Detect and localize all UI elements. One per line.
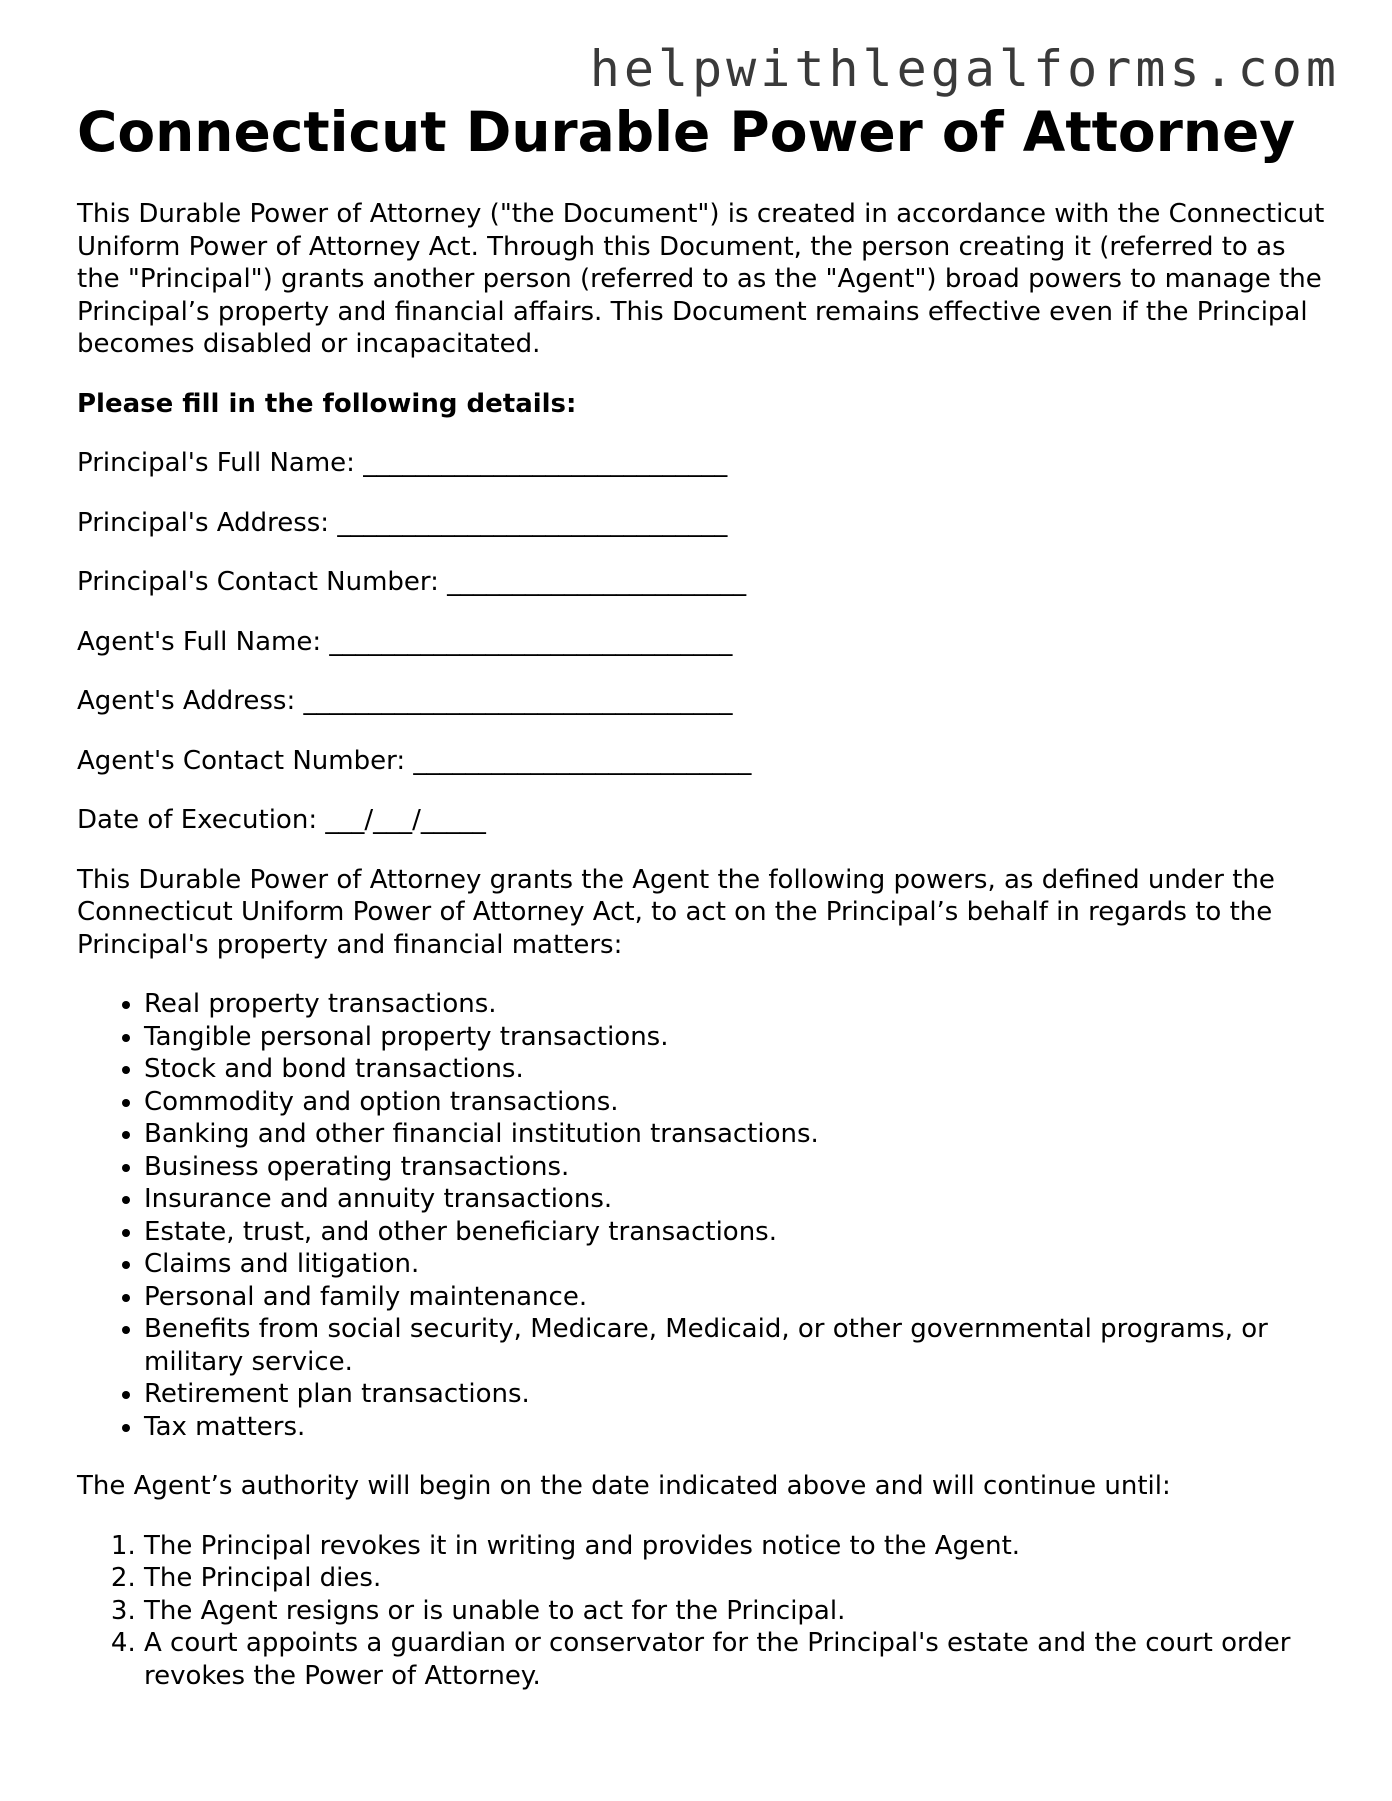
power-item: • Benefits from social security, Medicare, Medicaid, or other governmental programs, or military service. [144, 1313, 1327, 1378]
intro-paragraph: This Durable Power of Attorney ("the Document") is created in accordance with the Connecticut Uniform Power of Attorney Act. Through this Document, the person creating it (referred to as the "Principal") grants another person (referred to as the "Agent") broad powers to manage the Principal’s property and financial affairs. This Document remains effective even if the Principal becomes disabled or incapacitated. [77, 199, 1325, 359]
power-item: • Insurance and annuity transactions. [144, 1183, 1327, 1216]
termination-item: 3. The Agent resigns or is unable to act for the Principal. [144, 1595, 1327, 1628]
power-item: • Claims and litigation. [144, 1248, 1327, 1281]
termination-item: 4. A court appoints a guardian or conservator for the Principal's estate and the court order revokes the Power of Attorney. [144, 1627, 1327, 1692]
agent-name-field[interactable]: Agent's Full Name: _______________________________ [77, 626, 733, 657]
power-item: • Estate, trust, and other beneficiary transactions. [144, 1216, 1327, 1249]
document-title: Connecticut Durable Power of Attorney [77, 100, 1296, 164]
termination-item: 1. The Principal revokes it in writing and provides notice to the Agent. [144, 1530, 1327, 1563]
power-item: • Personal and family maintenance. [144, 1281, 1327, 1314]
date-of-execution-field[interactable]: Date of Execution: ___/___/_____ [77, 805, 486, 835]
power-item: • Banking and other financial institution transactions. [144, 1118, 1327, 1151]
termination-item: 2. The Principal dies. [144, 1562, 1327, 1595]
principal-contact-field[interactable]: Principal's Contact Number: _______________________ [77, 567, 747, 597]
power-item: • Business operating transactions. [144, 1151, 1327, 1184]
power-item: • Commodity and option transactions. [144, 1086, 1327, 1119]
powers-list [77, 988, 1327, 1443]
power-item: • Tangible personal property transactions. [144, 1021, 1327, 1054]
power-item: • Retirement plan transactions. [144, 1378, 1327, 1411]
power-item: • Stock and bond transactions. [144, 1053, 1327, 1086]
fill-in-heading: Please fill in the following details: [77, 388, 577, 419]
principal-address-field[interactable]: Principal's Address: ______________________________ [77, 507, 728, 538]
powers-intro-paragraph: This Durable Power of Attorney grants the Agent the following powers, as defined under the Connecticut Uniform Power of Attorney Act, to act on the Principal’s behalf in regards to the Principal's property and financial matters: [77, 864, 1275, 960]
site-watermark: helpwithlegalforms.com [589, 40, 1340, 98]
principal-name-field[interactable]: Principal's Full Name: ____________________________ [77, 448, 728, 478]
agent-address-field[interactable]: Agent's Address: _________________________________ [77, 686, 733, 716]
termination-list [77, 1530, 1327, 1693]
authority-intro-paragraph: The Agent’s authority will begin on the date indicated above and will continue until: [77, 1471, 1171, 1501]
agent-contact-field[interactable]: Agent's Contact Number: __________________________ [77, 745, 752, 776]
power-item: • Tax matters. [144, 1411, 1327, 1444]
document-body [77, 96, 1327, 1692]
power-item: • Real property transactions. [144, 988, 1327, 1021]
